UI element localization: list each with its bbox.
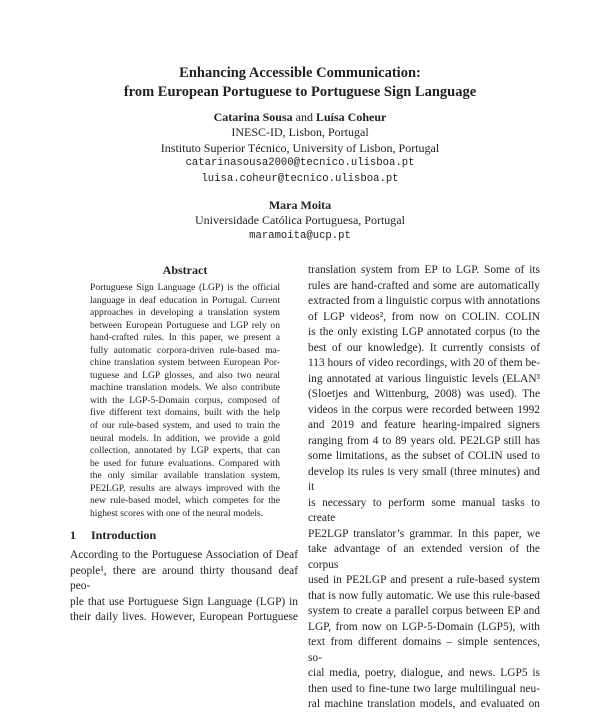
abstract-line: between European Portuguese and LGP rely on — [90, 319, 280, 331]
body-line: 113 hours of video recordings, with 20 of them be- — [308, 357, 540, 369]
abstract-body — [90, 282, 280, 520]
title-line-1: Enhancing Accessible Communication: — [179, 65, 421, 81]
abstract-line: PE2LGP, results are always improved with the — [90, 482, 280, 494]
body-line: take advantage of an extended version of the corpus — [308, 543, 540, 571]
body-line: then used to fine-tune two large multilingual neu- — [308, 682, 540, 695]
abstract-line: new rule-based model, which competes for the — [90, 495, 280, 507]
abstract-line: five different text domains, built with the help — [90, 407, 280, 419]
abstract-line: Portuguese Sign Language (LGP) is the official — [90, 282, 280, 293]
title-line-2: from European Portuguese to Portuguese Sign Language — [123, 84, 477, 100]
body-line: ranging from 4 to 89 years old. PE2LGP still has — [308, 434, 540, 447]
body-line: used in PE2LGP and present a rule-based system — [308, 574, 540, 586]
affiliation-inesc: INESC-ID, Lisbon, Portugal — [231, 125, 369, 140]
abstract-line: be used for future evaluations. Compared with — [90, 457, 280, 469]
abstract-line: highest scores with one of the neural models. — [90, 507, 264, 519]
author-names-1 — [0, 110, 600, 125]
body-line: translation system from EP to LGP. Some of its — [308, 264, 540, 276]
paper-title — [0, 64, 600, 102]
abstract-line: chine translation system between European Por- — [90, 357, 280, 369]
author-block-2 — [0, 198, 600, 244]
abstract-line: fully automatic corpora-driven rule-based ma- — [90, 344, 280, 356]
section-title: Introduction — [91, 528, 157, 542]
abstract-line: of our rule-based system, and used to train the — [90, 420, 280, 432]
abstract-line: with the LGP-5-Domain corpus, composed of — [90, 394, 280, 406]
email-catarina: catarinasousa2000@tecnico.ulisboa.pt — [185, 157, 415, 170]
section-number: 1 — [70, 528, 76, 542]
abstract-line: collection, annotated by LGP experts, that can — [90, 445, 280, 457]
body-line: LGP, from now on LGP-5-Domain (LGP5), with — [308, 620, 540, 633]
intro-line: ple that use Portuguese Sign Language (LGP) in — [70, 595, 298, 608]
intro-line: their daily lives. However, European Portuguese — [70, 611, 298, 623]
introduction-body — [70, 548, 298, 626]
body-line: system to create a parallel corpus between EP and — [308, 605, 540, 617]
body-line: videos in the corpus were recorded between 1992 — [308, 403, 540, 416]
affiliation-ist: Instituto Superior Técnico, University of Lisbon, Portugal — [160, 140, 440, 155]
body-line: of LGP videos², from now on COLIN. COLIN — [308, 310, 540, 323]
body-line: and 2019 and feature hearing-impaired signers — [308, 419, 540, 431]
email-mara: maramoita@ucp.pt — [249, 229, 351, 242]
abstract-line: hand-crafted rules. In this paper, we present a — [90, 332, 280, 344]
right-column-body — [308, 263, 540, 713]
author-mara: Mara Moita — [268, 198, 332, 212]
body-line: develop its rules is very small (three minutes) and it — [308, 465, 540, 493]
author-catarina: Catarina Sousa — [213, 110, 293, 124]
affiliation-ucp: Universidade Católica Portuguesa, Portugal — [195, 213, 405, 228]
abstract-heading: Abstract — [162, 263, 208, 277]
body-line: extracted from a linguistic corpus with annotations — [308, 295, 540, 307]
body-line: is necessary to perform some manual tasks to create — [308, 496, 540, 524]
body-line: best of our knowledge). It currently consists of — [308, 341, 540, 354]
author-luisa: Luísa Coheur — [315, 110, 387, 124]
abstract-line: tuguese and LGP glosses, and also two neural — [90, 369, 280, 381]
body-line: ral machine translation models, and evaluated on — [308, 698, 540, 710]
body-line: PE2LGP translator’s grammar. In this paper, we — [308, 527, 540, 540]
abstract-line: machine translation models. We also contribute — [90, 382, 280, 394]
body-line: some limitations, as the subset of COLIN used to — [308, 450, 540, 462]
body-line: text from different domains – simple sentences, so- — [308, 636, 540, 664]
section-heading-introduction — [70, 528, 156, 543]
email-luisa: luisa.coheur@tecnico.ulisboa.pt — [201, 172, 399, 185]
author-block-1 — [0, 110, 600, 187]
abstract-line: the only similar available translation system, — [90, 470, 280, 482]
abstract-line: language in deaf education in Portugal. Current — [90, 294, 280, 306]
body-line: that is now fully automatic. We use this rule-based — [308, 589, 540, 602]
abstract-line: approaches in developing a translation system — [90, 307, 280, 319]
body-line: ing annotated at various linguistic levels (ELAN³ — [308, 372, 540, 385]
abstract-line: neural models. In addition, we provide a gold — [90, 432, 280, 444]
body-line: rules are hand-crafted and some are automatically — [308, 279, 540, 292]
body-line: cial media, poetry, dialogue, and news. LGP5 is — [308, 667, 540, 679]
body-line: (Sloetjes and Wittenburg, 2008) was used). The — [308, 388, 540, 400]
author-and: and — [295, 110, 313, 124]
body-line: is the only existing LGP annotated corpus (to the — [308, 326, 540, 338]
intro-line: According to the Portuguese Association of Deaf — [70, 549, 298, 561]
intro-line: people¹, there are around thirty thousand deaf peo- — [70, 564, 298, 592]
